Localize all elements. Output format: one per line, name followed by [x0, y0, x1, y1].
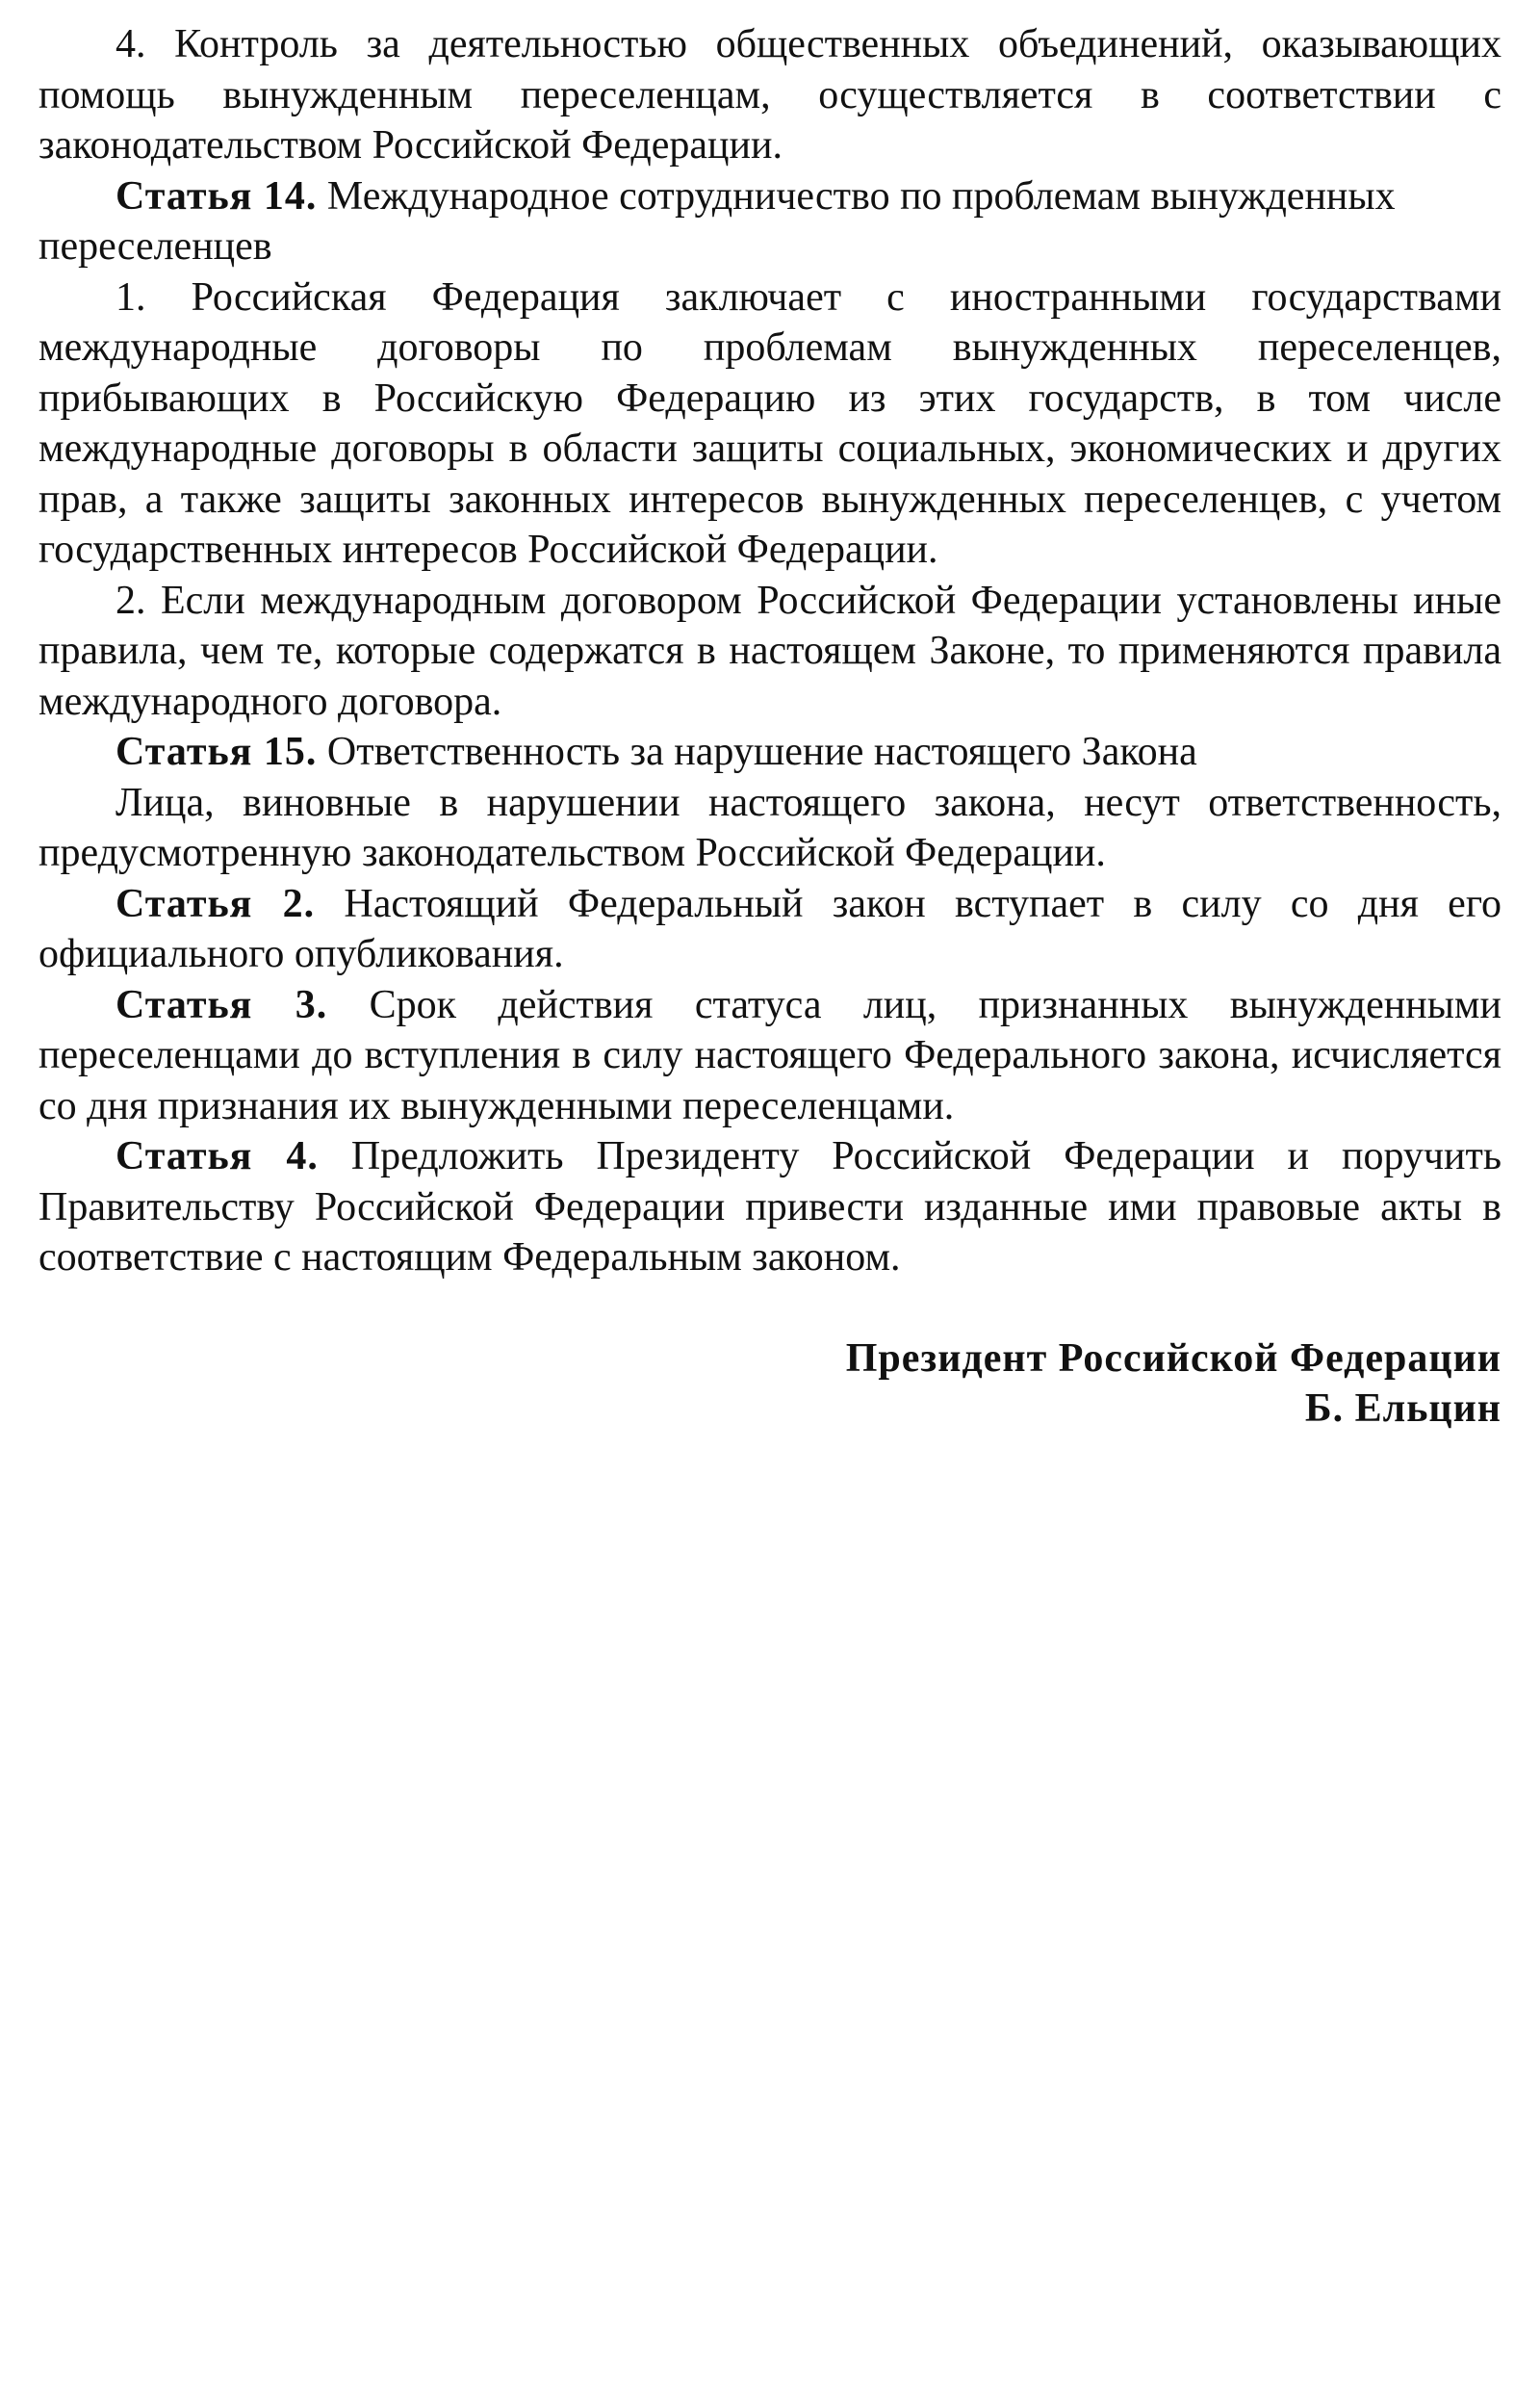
article-4-label: Статья 4. [116, 1134, 319, 1178]
article-15-label: Статья 15. [116, 730, 318, 774]
signature-name: Б. Ельцин [1304, 1386, 1502, 1431]
article-15-title: Ответственность за нарушение настоящего Закона [317, 730, 1197, 774]
article-2-label: Статья 2. [116, 881, 316, 926]
article-2-paragraph [38, 879, 1502, 980]
document-page [38, 19, 1502, 1435]
paragraph-4-public-associations: 4. Контроль за деятельностью общественных объединений, оказывающих помощь вынужденным переселенцам, осуществляется в соответствии с законодательством Российской Федерации. [38, 22, 1502, 168]
article-15-paragraph-1: Лица, виновные в нарушении настоящего закона, несут ответственность, предусмотренную законодательством Российской Федерации. [38, 780, 1502, 875]
article-3-text: Срок действия статуса лиц, признанных вынужденными переселенцами до вступления в силу настоящего Федерального закона, исчисляется со дня признания их вынужденными переселенцами. [38, 982, 1502, 1128]
article-14-paragraph-2: 2. Если международным договором Российской Федерации установлены иные правила, чем те, которые содержатся в настоящем Законе, то применяются правила международного договора. [38, 578, 1502, 724]
article-3-paragraph [38, 980, 1502, 1132]
article-14-label: Статья 14. [116, 173, 318, 219]
article-14-title: Международное сотрудничество по проблемам вынужденных переселенцев [38, 173, 1396, 269]
article-2-text: Настоящий Федеральный закон вступает в силу со дня его официального опубликования. [38, 881, 1502, 976]
article-4-paragraph [38, 1131, 1502, 1283]
signature-title: Президент Российской Федерации [845, 1335, 1502, 1381]
article-14-paragraph-1: 1. Российская Федерация заключает с иностранными государствами международные договоры по проблемам вынужденных переселенцев, прибывающих в Российскую Федерацию из этих государств, в том числе международные договоры в области защиты социальных, экономических и других прав, а также защиты законных интересов вынужденных переселенцев, с учетом государственных интересов Российской Федерации. [38, 274, 1502, 572]
article-14-heading [38, 171, 1502, 272]
signature-block [38, 1333, 1502, 1435]
article-3-label: Статья 3. [116, 982, 328, 1027]
article-15-heading [38, 727, 1502, 778]
article-4-text: Предложить Президенту Российской Федерации и поручить Правительству Российской Федерации привести изданные ими правовые акты в соответствие с настоящим Федеральным законом. [38, 1134, 1502, 1280]
